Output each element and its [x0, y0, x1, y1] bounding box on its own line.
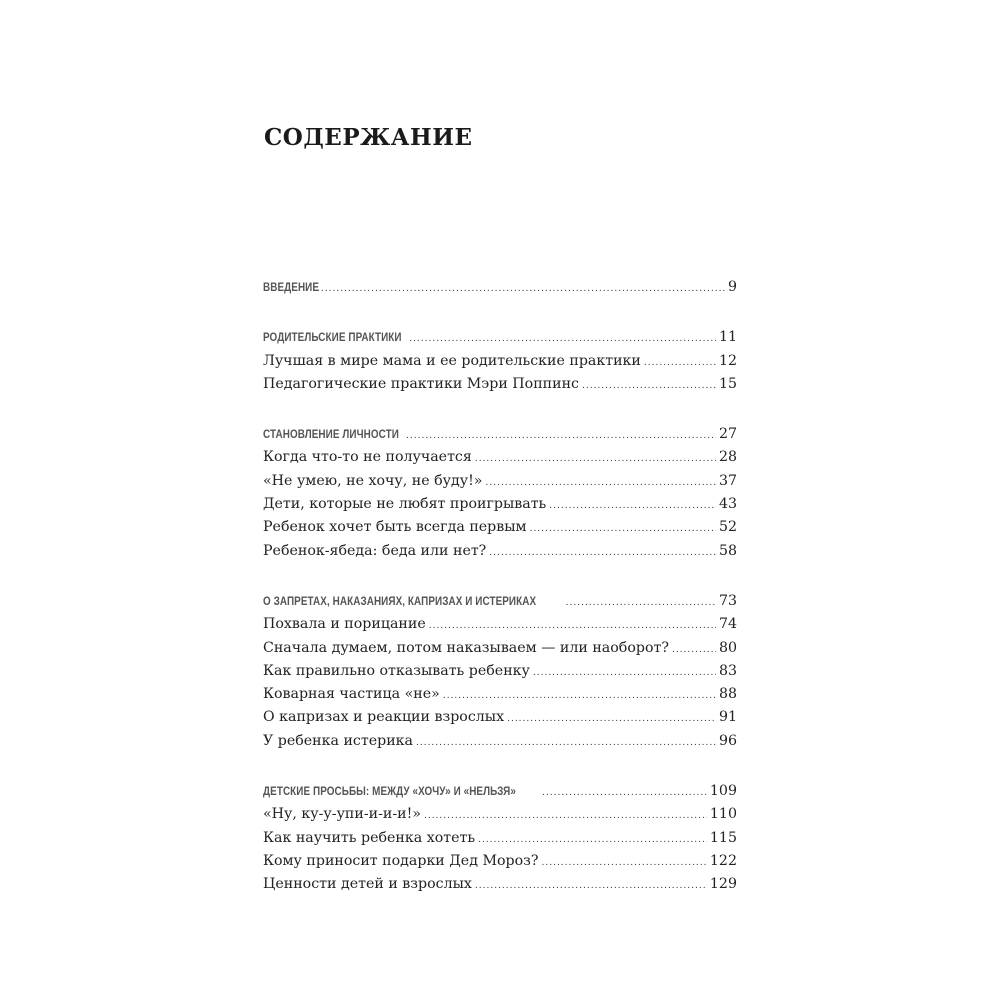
toc-leader-dots [443, 685, 716, 708]
toc-leader-dots [644, 352, 716, 375]
toc-leader-dots [475, 875, 707, 898]
toc-page-number: 12 [718, 352, 737, 369]
toc-leader-dots [429, 615, 716, 638]
toc-leader-dots [672, 639, 716, 662]
toc-page-number: 109 [709, 783, 737, 800]
toc-section-heading [263, 590, 737, 613]
toc-section-heading [263, 326, 737, 349]
toc-heading-text: ДЕТСКИЕ ПРОСЬБЫ: МЕЖДУ «ХОЧУ» И «НЕЛЬЗЯ» [263, 786, 516, 799]
toc-entry [263, 660, 737, 683]
toc-entry [263, 873, 737, 896]
toc-entry-text: «Не умею, не хочу, не буду!» [263, 472, 483, 489]
toc-leader-dots [549, 495, 716, 518]
toc-heading-text: ВВЕДЕНИЕ [263, 282, 320, 294]
toc-entry [263, 493, 737, 516]
toc-page-number: 52 [718, 519, 737, 536]
toc-entry-text: «Ну, ку-у-упи-и-и-и!» [263, 806, 421, 823]
toc-leader-dots [424, 805, 707, 828]
toc-entry [263, 683, 737, 706]
toc-entry [263, 350, 737, 373]
toc-leader-dots [533, 662, 716, 685]
toc-leader-dots [542, 782, 707, 805]
toc-page-number: 43 [718, 496, 737, 513]
toc-entry-text: У ребенка истерика [263, 732, 413, 749]
toc-entry-text: Сначала думаем, потом наказываем — или наоборот? [263, 639, 669, 656]
toc-section-children-requests [263, 780, 737, 896]
toc-entry [263, 516, 737, 539]
toc-page-number: 15 [718, 375, 737, 392]
toc-page-number: 91 [718, 709, 737, 726]
toc-entry [263, 803, 737, 826]
toc-heading-text: СТАНОВЛЕНИЕ ЛИЧНОСТИ [263, 429, 399, 442]
toc-leader-dots [475, 448, 716, 471]
toc-entry-text: Ребенок хочет быть всегда первым [263, 519, 527, 536]
toc-leader-dots [485, 472, 715, 495]
toc-section-prohibitions [263, 590, 737, 753]
toc-entry [263, 850, 737, 873]
toc-page-number: 129 [709, 876, 737, 893]
toc-leader-dots [409, 328, 716, 351]
toc-page-number: 110 [709, 806, 737, 823]
toc-leader-dots [542, 852, 707, 875]
page-title: СОДЕРЖАНИЕ [264, 124, 473, 151]
toc-entry-text: Похвала и порицание [263, 616, 426, 633]
toc-leader-dots [416, 732, 716, 755]
toc-page-number: 11 [718, 329, 737, 346]
toc-entry-text: Лучшая в мире мама и ее родительские практики [263, 352, 641, 369]
toc-leader-dots [478, 829, 707, 852]
toc-entry-text: Кому приносит подарки Дед Мороз? [263, 852, 539, 869]
toc-section-personality [263, 423, 737, 563]
toc-page-number: 80 [718, 639, 737, 656]
toc-section-heading [263, 276, 737, 299]
toc-entry [263, 613, 737, 636]
toc-page-number: 74 [718, 616, 737, 633]
toc-leader-dots [566, 592, 716, 615]
toc-entry [263, 446, 737, 469]
toc-entry-text: Коварная частица «не» [263, 686, 440, 703]
toc-page-number: 88 [718, 686, 737, 703]
toc-entry [263, 470, 737, 493]
toc-page-number: 9 [727, 279, 737, 295]
toc-section-parenting-practices [263, 326, 737, 396]
toc-entry-text: Как правильно отказывать ребенку [263, 662, 530, 679]
toc-page-number: 122 [709, 852, 737, 869]
toc-entry-text: О капризах и реакции взрослых [263, 709, 505, 726]
toc-heading-text: О ЗАПРЕТАХ, НАКАЗАНИЯХ, КАПРИЗАХ И ИСТЕРИКАХ [263, 595, 537, 608]
toc-leader-dots [507, 708, 716, 731]
toc-heading-text: РОДИТЕЛЬСКИЕ ПРАКТИКИ [263, 332, 402, 345]
toc-page-number: 96 [718, 732, 737, 749]
toc-leader-dots [489, 542, 716, 565]
toc-section-introduction [263, 276, 737, 299]
toc-entry-text: Как научить ребенка хотеть [263, 829, 476, 846]
toc-page-number: 58 [718, 542, 737, 559]
toc-entry-text: Дети, которые не любят проигрывать [263, 496, 547, 513]
toc-leader-dots [582, 375, 716, 398]
toc-entry [263, 540, 737, 563]
toc-leader-dots [406, 425, 716, 448]
table-of-contents [263, 276, 737, 924]
toc-page-number: 27 [718, 426, 737, 443]
toc-entry [263, 373, 737, 396]
toc-entry-text: Педагогические практики Мэри Поппинс [263, 375, 579, 392]
toc-page-number: 37 [718, 472, 737, 489]
toc-entry-text: Ребенок-ябеда: беда или нет? [263, 542, 487, 559]
toc-entry-text: Ценности детей и взрослых [263, 876, 472, 893]
toc-leader-dots [530, 518, 716, 541]
toc-section-heading [263, 780, 737, 803]
toc-entry [263, 827, 737, 850]
toc-page-number: 28 [718, 449, 737, 466]
toc-section-heading [263, 423, 737, 446]
toc-entry [263, 706, 737, 729]
toc-leader-dots [313, 278, 725, 301]
toc-page-number: 73 [718, 592, 737, 609]
toc-entry [263, 730, 737, 753]
toc-page-number: 115 [709, 829, 737, 846]
toc-entry [263, 637, 737, 660]
toc-entry-text: Когда что-то не получается [263, 449, 472, 466]
toc-page-number: 83 [718, 662, 737, 679]
